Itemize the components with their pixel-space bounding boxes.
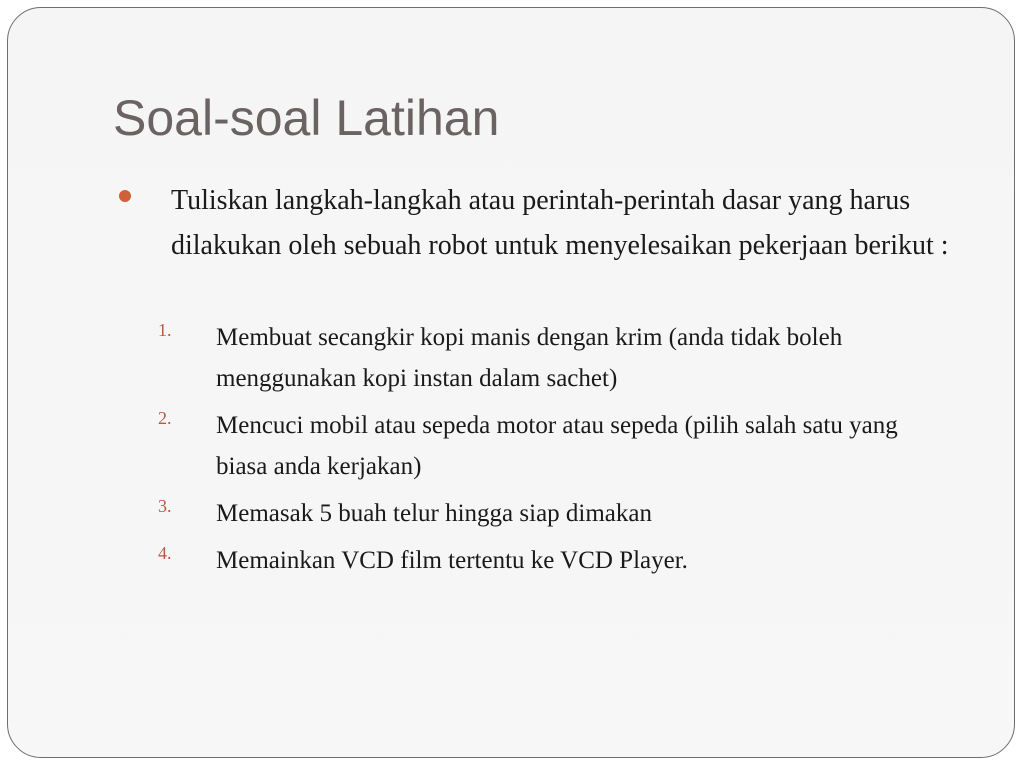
list-item-number: 3. — [158, 496, 172, 516]
slide-title: Soal-soal Latihan — [113, 90, 500, 146]
list-item-text: Memasak 5 buah telur hingga siap dimakan — [216, 500, 652, 527]
list-item-text: Memainkan VCD film tertentu ke VCD Player. — [216, 547, 688, 574]
list-item — [158, 405, 978, 487]
list-item-number: 2. — [158, 408, 172, 428]
numbered-list — [158, 317, 978, 587]
slide — [7, 7, 1015, 758]
list-item-number: 1. — [158, 320, 172, 340]
list-item — [158, 317, 978, 399]
list-item-number: 4. — [158, 543, 172, 563]
list-item — [158, 540, 978, 581]
bullet-dot-icon — [119, 190, 131, 202]
bullet-text: Tuliskan langkah-langkah atau perintah-perintah dasar yang harus dilakukan oleh sebuah robot untuk menyelesaikan pekerjaan berikut : — [171, 185, 949, 261]
list-item — [158, 493, 978, 534]
list-item-text: Mencuci mobil atau sepeda motor atau sepeda (pilih salah satu yang biasa anda kerjakan) — [216, 412, 898, 480]
list-item-text: Membuat secangkir kopi manis dengan krim (anda tidak boleh menggunakan kopi instan dalam sachet) — [216, 324, 843, 392]
